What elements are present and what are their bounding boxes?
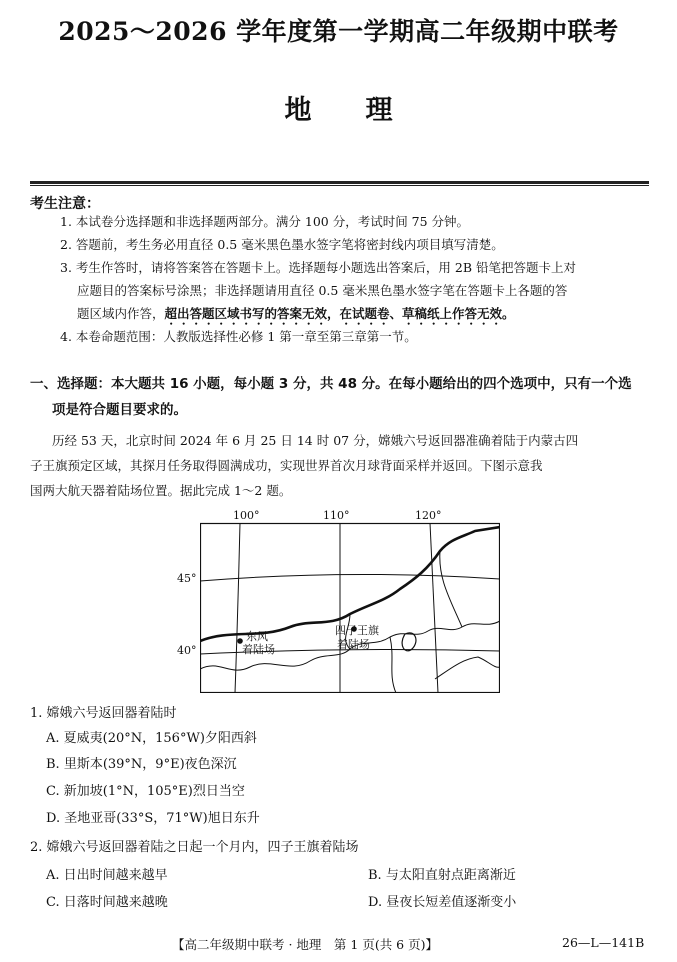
lon-label-120: 120° xyxy=(415,509,442,522)
site-1-sub: 着陆场 xyxy=(242,643,275,656)
site-2-sub: 着陆场 xyxy=(337,638,370,651)
q2-option-d: D. 昼夜长短差值逐渐变小 xyxy=(368,895,517,910)
notice-item-2: 2. 答题前，考生务必用直径 0.5 毫米黑色墨水签字笔将密封线内项目填写清楚。 xyxy=(60,237,504,252)
notice-title: 考生注意： xyxy=(30,196,100,212)
page-footer: 【高二年级期中联考 · 地理 第 1 页(共 6 页)】 xyxy=(172,937,438,952)
notice-item-4: 4. 本卷命题范围：人教版选择性必修 1 第一章至第三章第一节。 xyxy=(60,329,417,344)
lat-label-45: 45° xyxy=(177,572,197,585)
notice-warning: 超出答题区域书写的答案无效，在试题卷、草稿纸上作答无效。 xyxy=(164,306,515,321)
header-rule-thick xyxy=(30,181,649,184)
exam-title: 2025～2026 学年度第一学期高二年级期中联考 xyxy=(58,17,619,46)
passage-line-3: 国两大航天器着陆场位置。据此完成 1～2 题。 xyxy=(30,483,292,498)
header-rule-thin xyxy=(30,185,649,186)
q1-option-c: C. 新加坡(1°N，105°E)烈日当空 xyxy=(46,784,245,799)
q1-option-b: B. 里斯本(39°N，9°E)夜色深沉 xyxy=(46,757,237,772)
passage-line-1: 历经 53 天，北京时间 2024 年 6 月 25 日 14 时 07 分，嫦娥六号返回器准确着陆于内蒙古四 xyxy=(52,433,579,448)
map-frame xyxy=(201,524,500,693)
section-heading: 一、选择题：本大题共 16 小题，每小题 3 分，共 48 分。在每小题给出的四个选项中，只有一个选 xyxy=(30,376,632,392)
q2-option-c: C. 日落时间越来越晚 xyxy=(46,895,168,910)
question-1-stem: 1. 嫦娥六号返回器着陆时 xyxy=(30,706,177,721)
subject-title: 地理 xyxy=(284,95,447,126)
notice-item-1: 1. 本试卷分选择题和非选择题两部分。满分 100 分，考试时间 75 分钟。 xyxy=(60,214,470,229)
paper-code: 26—L—141B xyxy=(562,935,645,950)
notice-item-3-cont: 应题目的答案标号涂黑；非选择题请用直径 0.5 毫米黑色墨水签字笔在答题卡上各题的答 xyxy=(77,283,568,298)
lon-label-100: 100° xyxy=(233,509,260,522)
section-heading-cont: 项是符合题目要求的。 xyxy=(52,402,187,418)
notice-item-3: 3. 考生作答时，请将答案答在答题卡上。选择题每小题选出答案后，用 2B 铅笔把答题卡上对 xyxy=(60,260,576,275)
notice-item-3-tail: 题区域内作答， xyxy=(77,306,165,321)
lon-label-110: 110° xyxy=(323,509,350,522)
question-2-stem: 2. 嫦娥六号返回器着陆之日起一个月内，四子王旗着陆场 xyxy=(30,840,359,855)
q2-option-a: A. 日出时间越来越早 xyxy=(46,868,168,883)
q1-option-d: D. 圣地亚哥(33°S，71°W)旭日东升 xyxy=(46,811,260,826)
q2-option-b: B. 与太阳直射点距离渐近 xyxy=(368,868,516,883)
passage-line-2: 子王旗预定区域，其探月任务取得圆满成功，实现世界首次月球背面采样并返回。下图示意我 xyxy=(30,458,543,473)
site-2-name: 四子王旗 xyxy=(335,624,379,637)
site-1-name: 东风 xyxy=(246,630,268,643)
landing-site-map xyxy=(200,509,500,693)
q1-option-a: A. 夏威夷(20°N，156°W)夕阳西斜 xyxy=(46,731,257,746)
lat-label-40: 40° xyxy=(177,644,197,657)
